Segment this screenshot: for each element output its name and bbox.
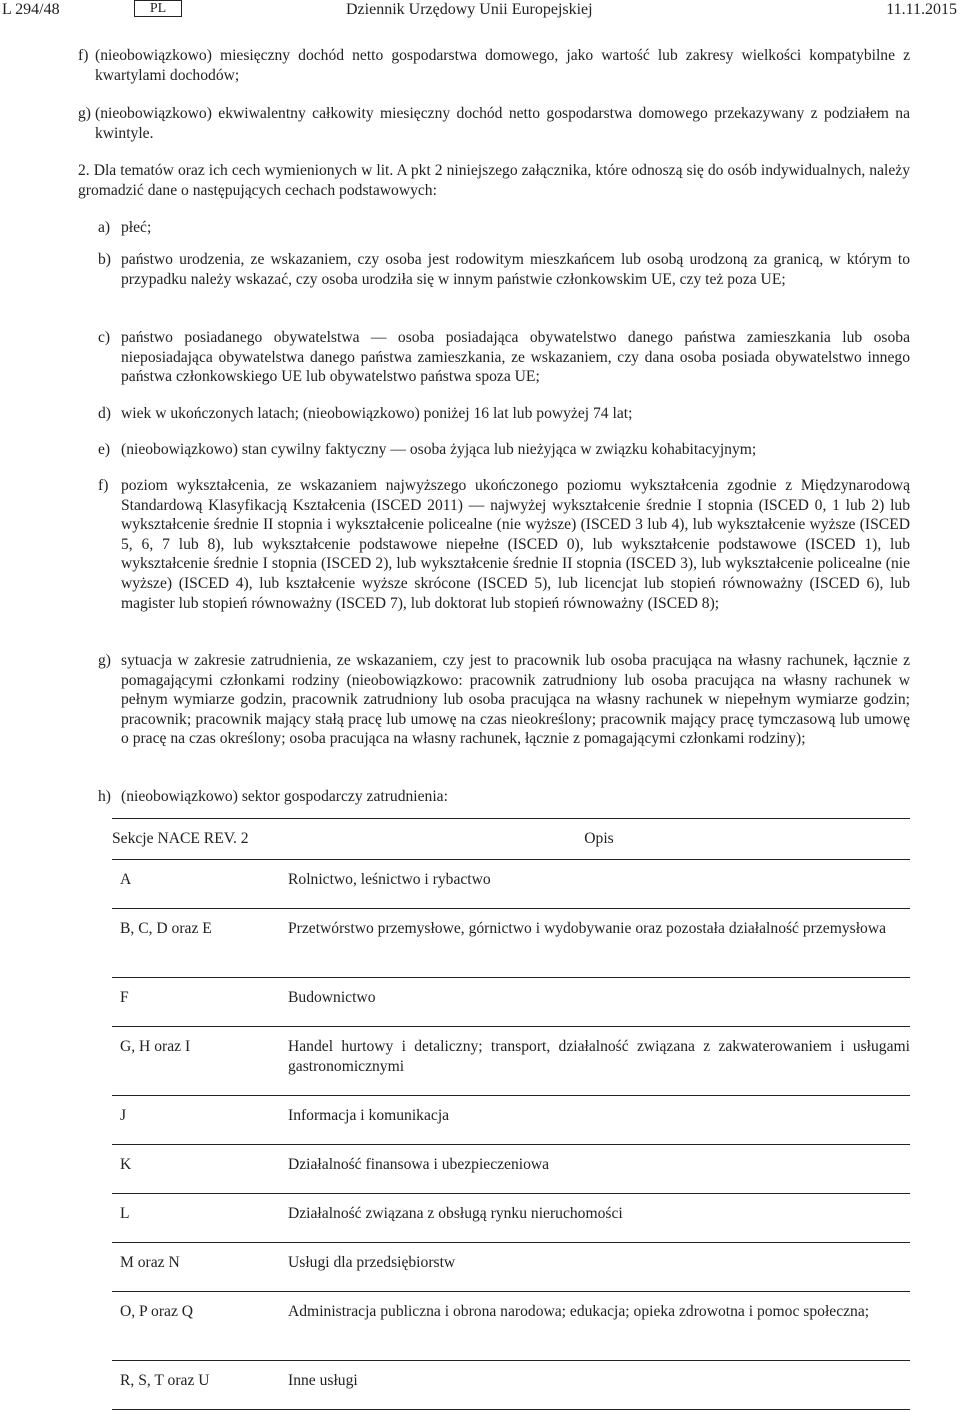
nace-description: Przetwórstwo przemysłowe, górnictwo i wydobywanie oraz pozostała działalność przemysłowa [288, 909, 910, 978]
language-code: PL [134, 0, 182, 17]
item-label: g) [98, 652, 111, 669]
item-text: płeć; [121, 219, 152, 236]
nace-description: Informacja i komunikacja [288, 1096, 910, 1145]
nace-code: M oraz N [112, 1243, 288, 1292]
nace-sections-table [112, 818, 910, 1410]
table-row [112, 1194, 910, 1243]
table-row [112, 1292, 910, 1361]
item-label: c) [98, 329, 111, 346]
table-row [112, 1361, 910, 1410]
item-text: (nieobowiązkowo) stan cywilny faktyczny — osoba żyjąca lub nieżyjąca w związku kohabitacyjnym; [121, 441, 757, 458]
item-label: b) [98, 251, 111, 268]
item-label: f) [98, 477, 109, 494]
item-label: h) [98, 788, 111, 805]
item-text: sytuacja w zakresie zatrudnienia, ze wskazaniem, czy jest to pracownik lub osoba pracująca na własny rachunek, łącznie z pomagającymi członkami rodziny (nieobowiązkowo: pracownik zatrudniony lub osoba pracująca na własny rachunek w pełnym wymiarze godzin, pracownik zatrudniony lub osoba pracująca na własny rachunek w niepełnym wymiarze godzin; pracownik; pracownik mający stałą pracę lub umowę na czas nieokreślony; pracownik mający pracę tymczasową lub umowę o pracę na czas określony; osoba pracująca na własny rachunek, łącznie z pomagającymi członkami rodziny); [121, 652, 910, 748]
nace-description: Handel hurtowy i detaliczny; transport, działalność związana z zakwaterowaniem i usługami gastronomicznymi [288, 1027, 910, 1096]
page-number: L 294/48 [2, 1, 60, 18]
nace-code: R, S, T oraz U [112, 1361, 288, 1410]
nace-code: B, C, D oraz E [112, 909, 288, 978]
publication-date: 11.11.2015 [886, 1, 957, 18]
nace-description: Działalność związana z obsługą rynku nieruchomości [288, 1194, 910, 1243]
item-label: e) [98, 441, 111, 458]
table-row [112, 1096, 910, 1145]
nace-code: L [112, 1194, 288, 1243]
journal-title: Dziennik Urzędowy Unii Europejskiej [346, 1, 593, 18]
table-row [112, 860, 910, 909]
item-text: państwo urodzenia, ze wskazaniem, czy osoba jest rodowitym mieszkańcem lub osobą urodzoną za granicą, w którym to przypadku należy wskazać, czy osoba urodziła się w innym państwie członkowskim UE, czy też poza UE; [121, 251, 910, 288]
item-d-age [98, 404, 910, 424]
paragraph-2 [78, 161, 910, 200]
nace-code: J [112, 1096, 288, 1145]
item-g-equivalised-income [78, 104, 910, 143]
nace-code: O, P oraz Q [112, 1292, 288, 1361]
table-row [112, 1145, 910, 1194]
item-e-marital-status [98, 440, 910, 460]
item-c-citizenship [98, 328, 910, 387]
column-header-description: Opis [288, 819, 910, 860]
table-row [112, 1243, 910, 1292]
nace-description: Działalność finansowa i ubezpieczeniowa [288, 1145, 910, 1194]
item-label: f) [78, 47, 89, 64]
nace-description: Budownictwo [288, 978, 910, 1027]
table-row [112, 1027, 910, 1096]
table-row [112, 978, 910, 1027]
paragraph-text: 2. Dla tematów oraz ich cech wymienionych w lit. A pkt 2 niniejszego załącznika, które odnoszą się do osób indywidualnych, należy gromadzić dane o następujących cechach podstawowych: [78, 162, 910, 199]
item-f-income [78, 46, 910, 85]
nace-description: Administracja publiczna i obrona narodowa; edukacja; opieka zdrowotna i pomoc społeczna; [288, 1292, 910, 1361]
column-header-nace: Sekcje NACE REV. 2 [112, 819, 288, 860]
item-label: d) [98, 405, 111, 422]
nace-description: Rolnictwo, leśnictwo i rybactwo [288, 860, 910, 909]
nace-description: Usługi dla przedsiębiorstw [288, 1243, 910, 1292]
item-g-employment-status [98, 651, 910, 749]
item-text: (nieobowiązkowo) ekwiwalentny całkowity miesięczny dochód netto gospodarstwa domowego przekazywany z podziałem na kwintyle. [95, 105, 910, 142]
item-text: państwo posiadanego obywatelstwa — osoba posiadająca obywatelstwo danego państwa zamieszkania lub osoba nieposiadająca obywatelstwa danego państwa zamieszkania, ze wskazaniem, czy dana osoba posiada obywatelstwo innego państwa członkowskiego UE lub obywatelstwo państwa spoza UE; [121, 329, 910, 386]
item-text: (nieobowiązkowo) miesięczny dochód netto gospodarstwa domowego, jako wartość lub zakresy wielkości kompatybilne z kwartylami dochodów; [95, 47, 910, 84]
item-label: a) [98, 219, 111, 236]
item-text: poziom wykształcenia, ze wskazaniem najwyższego ukończonego poziomu wykształcenia zgodnie z Międzynarodową Standardową Klasyfikacją Kształcenia (ISCED 2011) — najwyżej wykształcenie średnie I stopnia (ISCED 0, 1 lub 2) lub wykształcenie średnie II stopnia i wykształcenie policealne (nie wyższe) (ISCED 3 lub 4), lub wykształcenie wyższe (ISCED 5, 6, 7 lub 8), lub wykształcenie podstawowe niepełne (ISCED 0), lub wykształcenie podstawowe (ISCED 1), lub wykształcenie średnie I stopnia (ISCED 2), lub wykształcenie średnie II stopnia (ISCED 3), lub wykształcenie policealne (nie wyższe) (ISCED 4), lub kształcenie wyższe skrócone (ISCED 5), lub licencjat lub stopień równoważny (ISCED 6), lub magister lub stopień równoważny (ISCED 7), lub doktorat lub stopień równoważny (ISCED 8); [121, 477, 910, 612]
table-header-row [112, 819, 910, 860]
table-row [112, 909, 910, 978]
item-b-country-of-birth [98, 250, 910, 289]
item-text: wiek w ukończonych latach; (nieobowiązkowo) poniżej 16 lat lub powyżej 74 lat; [121, 405, 633, 422]
page-header [0, 0, 960, 22]
item-f-education [98, 476, 910, 613]
nace-code: A [112, 860, 288, 909]
nace-code: K [112, 1145, 288, 1194]
nace-code: G, H oraz I [112, 1027, 288, 1096]
nace-code: F [112, 978, 288, 1027]
nace-description: Inne usługi [288, 1361, 910, 1410]
item-h-economic-sector [98, 787, 910, 807]
item-label: g) [78, 105, 91, 122]
item-a-sex [98, 218, 910, 238]
item-text: (nieobowiązkowo) sektor gospodarczy zatrudnienia: [121, 788, 448, 805]
